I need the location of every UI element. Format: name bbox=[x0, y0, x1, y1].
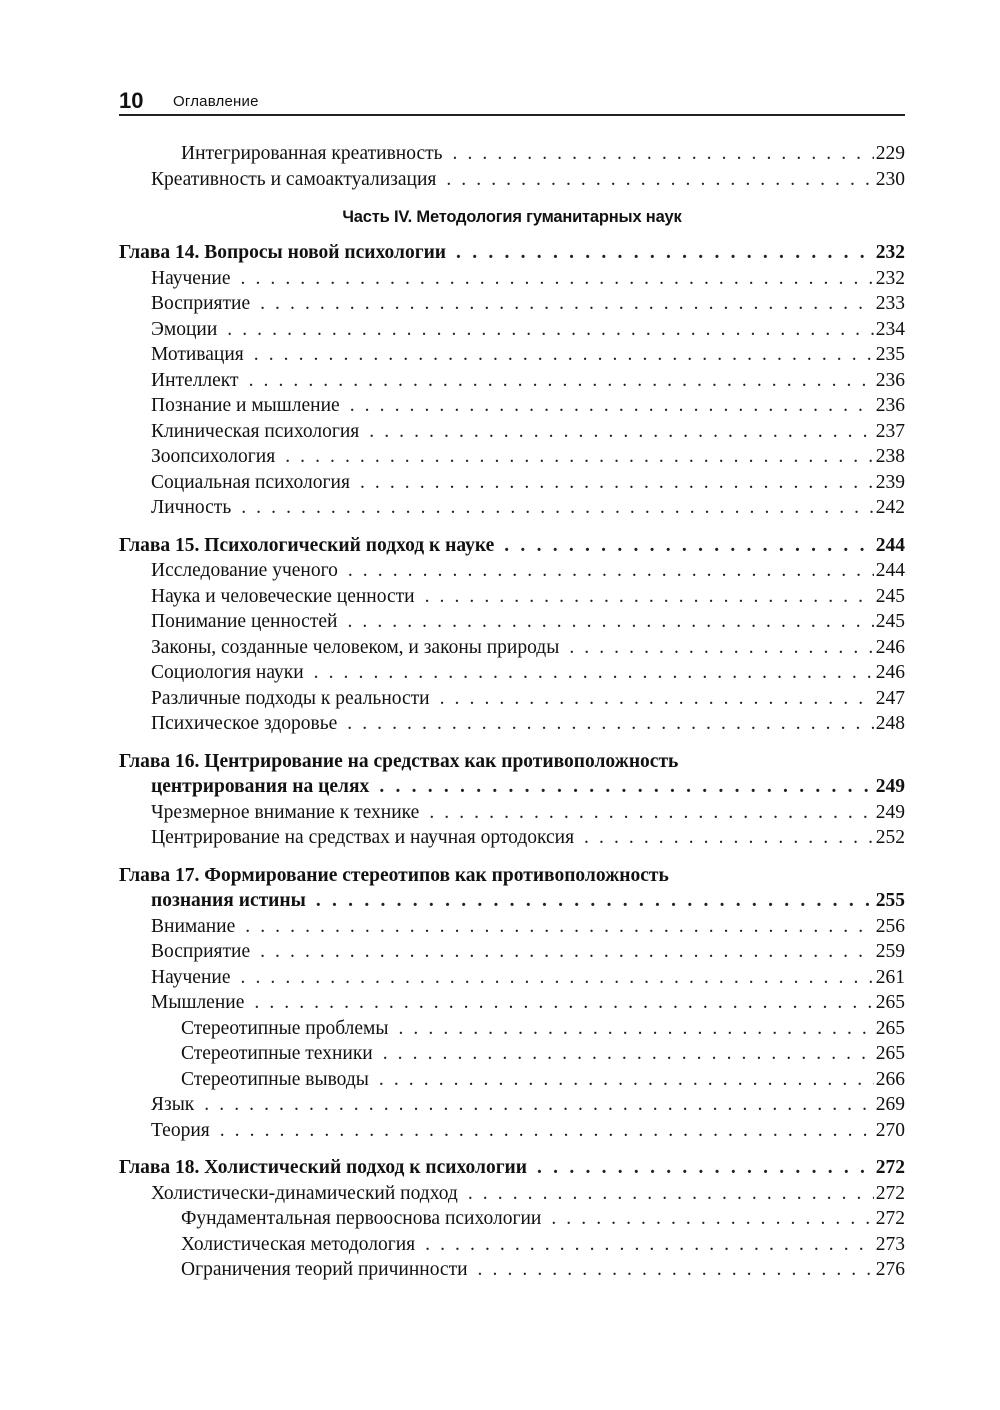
dot-leader bbox=[456, 240, 874, 266]
section-title: Оглавление bbox=[173, 93, 259, 110]
toc-entry[interactable] bbox=[119, 419, 905, 445]
toc-entry-page: 252 bbox=[875, 827, 905, 848]
toc-entry[interactable] bbox=[119, 825, 905, 851]
toc-entry[interactable] bbox=[119, 1257, 905, 1283]
toc-entry-title: Стереотипные техники bbox=[181, 1043, 373, 1064]
dot-leader bbox=[254, 990, 873, 1016]
dot-leader bbox=[241, 965, 874, 991]
toc-entry-page: 265 bbox=[875, 992, 905, 1013]
dot-leader bbox=[478, 1257, 874, 1283]
chapter-entry[interactable] bbox=[119, 888, 905, 914]
toc-entry-title: Холистическая методология bbox=[181, 1233, 416, 1255]
chapter-entry[interactable] bbox=[119, 240, 905, 266]
toc-entry-title: Стереотипные выводы bbox=[181, 1068, 369, 1090]
toc-entry-title: Клиническая психология bbox=[151, 420, 360, 442]
toc-entry[interactable] bbox=[119, 1016, 905, 1042]
chapter-entry[interactable] bbox=[119, 1155, 905, 1181]
toc-entry-page: 229 bbox=[875, 143, 905, 164]
toc-entry[interactable] bbox=[119, 470, 905, 496]
toc-entry-title: Внимание bbox=[151, 915, 236, 937]
dot-leader bbox=[584, 825, 874, 851]
toc-entry[interactable] bbox=[119, 1206, 905, 1232]
toc-entry[interactable] bbox=[119, 939, 905, 965]
chapter-page: 249 bbox=[875, 776, 905, 797]
toc-entry-page: 238 bbox=[875, 446, 905, 467]
toc-entry-title: Различные подходы к реальности bbox=[151, 687, 430, 709]
dot-leader bbox=[260, 939, 874, 965]
toc-entry[interactable] bbox=[119, 609, 905, 635]
toc-entry-page: 239 bbox=[875, 471, 905, 493]
toc-entry[interactable] bbox=[119, 342, 905, 368]
toc-entry-page: 248 bbox=[875, 713, 905, 734]
chapter-title: Глава 18. Холистический подход к психологии bbox=[119, 1157, 528, 1178]
toc-entry-title: Центрирование на средствах и научная ортодоксия bbox=[151, 827, 575, 848]
part-heading: Часть IV. Методология гуманитарных наук bbox=[342, 208, 682, 226]
dot-leader bbox=[537, 1155, 874, 1181]
toc-entry-page: 245 bbox=[875, 585, 905, 607]
dot-leader bbox=[569, 635, 873, 661]
toc-entry-page: 242 bbox=[875, 497, 905, 518]
toc-entry-page: 233 bbox=[875, 293, 905, 314]
toc-entry-page: 269 bbox=[875, 1094, 905, 1115]
dot-leader bbox=[379, 1067, 874, 1093]
dot-leader bbox=[369, 419, 874, 445]
chapter-entry[interactable] bbox=[119, 774, 905, 800]
chapter-title[interactable]: Глава 17. Формирование стереотипов как противоположность bbox=[119, 864, 669, 886]
toc-entry-title: Понимание ценностей bbox=[151, 611, 338, 632]
dot-leader bbox=[347, 711, 874, 737]
toc-entry-page: 266 bbox=[875, 1068, 905, 1090]
toc-entry-page: 256 bbox=[875, 915, 905, 937]
toc-entry-title: Ограничения теорий причинности bbox=[181, 1259, 468, 1280]
dot-leader bbox=[260, 291, 874, 317]
toc-entry-page: 244 bbox=[875, 560, 905, 581]
dot-leader bbox=[425, 584, 874, 610]
toc-entry[interactable] bbox=[119, 495, 905, 521]
dot-leader bbox=[316, 888, 874, 914]
toc-entry-title: Стереотипные проблемы bbox=[181, 1017, 389, 1039]
toc-entry-title: Теория bbox=[151, 1119, 210, 1141]
toc-entry[interactable] bbox=[119, 686, 905, 712]
dot-leader bbox=[254, 342, 874, 368]
toc-entry-page: 249 bbox=[875, 801, 905, 823]
toc-entry[interactable] bbox=[119, 141, 905, 167]
toc-entry[interactable] bbox=[119, 1181, 905, 1207]
dot-leader bbox=[551, 1206, 873, 1232]
toc-entry-title: Психическое здоровье bbox=[151, 713, 338, 734]
chapter-page: 272 bbox=[875, 1157, 905, 1178]
toc-entry-page: 245 bbox=[875, 611, 905, 632]
dot-leader bbox=[504, 533, 873, 559]
chapter-title: Глава 15. Психологический подход к науке bbox=[119, 534, 495, 556]
chapter-page: 244 bbox=[875, 534, 905, 556]
toc-entry-title: Научение bbox=[151, 267, 231, 289]
dot-leader bbox=[440, 686, 874, 712]
toc-entry-page: 235 bbox=[875, 344, 905, 365]
toc-entry-title: Чрезмерное внимание к технике bbox=[151, 801, 420, 823]
toc-entry-title: Научение bbox=[151, 966, 231, 988]
dot-leader bbox=[204, 1092, 873, 1118]
page-number: 10 bbox=[119, 88, 144, 113]
toc-entry-title: Эмоции bbox=[151, 318, 218, 340]
toc-entry[interactable] bbox=[119, 914, 905, 940]
toc-entry[interactable] bbox=[119, 558, 905, 584]
running-header bbox=[119, 88, 905, 116]
dot-leader bbox=[241, 266, 874, 292]
dot-leader bbox=[429, 800, 873, 826]
toc-entry-title: Социальная психология bbox=[151, 471, 350, 493]
dot-leader bbox=[220, 1118, 874, 1144]
toc-entry-page: 272 bbox=[875, 1208, 905, 1229]
dot-leader bbox=[285, 444, 874, 470]
toc-entry-page: 246 bbox=[875, 662, 905, 683]
toc-entry-page: 272 bbox=[875, 1182, 905, 1204]
dot-leader bbox=[383, 1041, 874, 1067]
dot-leader bbox=[348, 558, 874, 584]
toc-entry[interactable] bbox=[119, 444, 905, 470]
toc-entry[interactable] bbox=[119, 1041, 905, 1067]
dot-leader bbox=[379, 774, 873, 800]
toc-entry[interactable] bbox=[119, 1118, 905, 1144]
toc-entry-title: Фундаментальная первооснова психологии bbox=[181, 1208, 542, 1229]
toc-entry-page: 236 bbox=[875, 369, 905, 391]
toc-entry-page: 234 bbox=[875, 318, 905, 340]
toc-entry[interactable] bbox=[119, 1092, 905, 1118]
toc-entry-title: Мотивация bbox=[151, 344, 244, 365]
toc-entry-page: 261 bbox=[875, 966, 905, 988]
dot-leader bbox=[425, 1232, 874, 1258]
toc-entry-title: Исследование ученого bbox=[151, 560, 338, 581]
dot-leader bbox=[227, 317, 873, 343]
toc-entry-title: Креативность и самоактуализация bbox=[151, 168, 437, 190]
toc-entry-page: 276 bbox=[875, 1259, 905, 1280]
toc-entry-page: 230 bbox=[875, 168, 905, 190]
dot-leader bbox=[360, 470, 874, 496]
toc-entry[interactable] bbox=[119, 1232, 905, 1258]
toc-entry-title: Социология науки bbox=[151, 662, 304, 683]
chapter-page: 232 bbox=[875, 242, 905, 263]
toc-entry-title: Восприятие bbox=[151, 293, 251, 314]
toc-entry-page: 259 bbox=[875, 941, 905, 962]
toc-entry[interactable] bbox=[119, 368, 905, 394]
dot-leader bbox=[245, 914, 873, 940]
chapter-title: Глава 14. Вопросы новой психологии bbox=[119, 242, 447, 263]
toc-entry[interactable] bbox=[119, 711, 905, 737]
toc-entry[interactable] bbox=[119, 635, 905, 661]
dot-leader bbox=[249, 368, 874, 394]
dot-leader bbox=[347, 609, 873, 635]
toc-entry[interactable] bbox=[119, 393, 905, 419]
toc-entry-page: 237 bbox=[875, 420, 905, 442]
chapter-title-continued: познания истины bbox=[151, 890, 306, 911]
dot-leader bbox=[350, 393, 874, 419]
toc-entry-title: Личность bbox=[151, 497, 232, 518]
dot-leader bbox=[314, 660, 874, 686]
dot-leader bbox=[446, 167, 873, 193]
dot-leader bbox=[398, 1016, 873, 1042]
toc-entry-title: Мышление bbox=[151, 992, 245, 1013]
toc-entry[interactable] bbox=[119, 660, 905, 686]
toc-entry-title: Восприятие bbox=[151, 941, 251, 962]
toc-entry[interactable] bbox=[119, 291, 905, 317]
toc-entry-title: Холистически-динамический подход bbox=[151, 1182, 458, 1204]
toc-entry[interactable] bbox=[119, 990, 905, 1016]
toc-entry-title: Язык bbox=[151, 1094, 195, 1115]
toc-entry[interactable] bbox=[119, 965, 905, 991]
toc-entry-page: 236 bbox=[875, 395, 905, 416]
toc-entry[interactable] bbox=[119, 800, 905, 826]
toc-entry-title: Интеллект bbox=[151, 369, 239, 391]
toc-entry-page: 246 bbox=[875, 636, 905, 658]
chapter-title[interactable]: Глава 16. Центрирование на средствах как противоположность bbox=[119, 750, 679, 772]
chapter-entry[interactable] bbox=[119, 533, 905, 559]
toc-entry[interactable] bbox=[119, 167, 905, 193]
toc-entry[interactable] bbox=[119, 266, 905, 292]
toc-entry[interactable] bbox=[119, 584, 905, 610]
chapter-page: 255 bbox=[875, 890, 905, 911]
chapter-title-continued: центрирования на целях bbox=[151, 776, 370, 797]
toc-entry-title: Законы, созданные человеком, и законы природы bbox=[151, 636, 560, 658]
toc-entry-page: 247 bbox=[875, 687, 905, 709]
table-of-contents bbox=[119, 141, 905, 1283]
toc-entry-page: 265 bbox=[875, 1017, 905, 1039]
dot-leader bbox=[241, 495, 874, 521]
dot-leader bbox=[453, 141, 874, 167]
toc-entry-title: Интегрированная креативность bbox=[181, 143, 443, 164]
toc-entry-title: Наука и человеческие ценности bbox=[151, 585, 415, 607]
toc-entry-title: Познание и мышление bbox=[151, 395, 340, 416]
toc-entry-title: Зоопсихология bbox=[151, 446, 276, 467]
toc-entry-page: 232 bbox=[875, 267, 905, 289]
toc-entry-page: 273 bbox=[875, 1233, 905, 1255]
toc-entry-page: 270 bbox=[875, 1119, 905, 1141]
toc-entry-page: 265 bbox=[875, 1043, 905, 1064]
toc-entry[interactable] bbox=[119, 1067, 905, 1093]
toc-entry[interactable] bbox=[119, 317, 905, 343]
dot-leader bbox=[468, 1181, 874, 1207]
